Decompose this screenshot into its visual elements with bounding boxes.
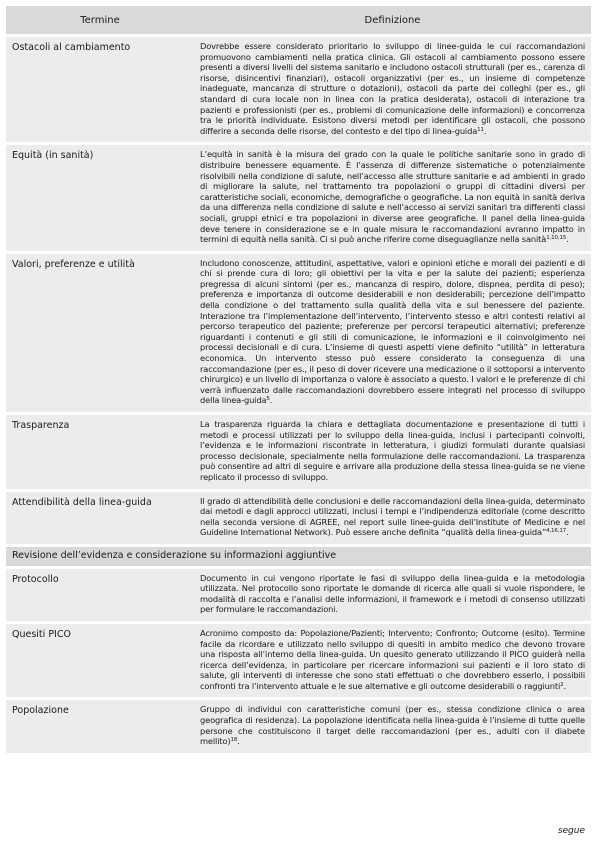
- header-definition: Definizione: [194, 6, 591, 36]
- definition-text: Gruppo di individui con caratteristiche comuni (per es., stessa condizione clinica o area geografica di residenza). La popolazione identificata nella linea-guida è l’insieme di tutte quelle persone che costituiscono il target delle raccomandazioni (per es., adulti con il diabete mellito): [200, 704, 585, 747]
- table-row: [6, 699, 591, 753]
- definition-cell: Includono conoscenze, attitudini, aspettative, valori e opinioni etiche e morali dei pazienti e di chi si prende cura di loro; gli obiettivi per la vita e per la salute dei pazienti; esperienza pregressa di alcuni sintomi (per es., mancanza di respiro, dolore, dispnea, perdita di peso); preferenza e importanza di outcome desiderabili e non desiderabili; percezione dell’impatto della condizione o del trattamento sulla qualità della vita e sul benessere del paziente. Interazione tra l’implementazione dell’intervento, l’intervento stesso e altri contesti relativi al percorso terapeutico del paziente; preferenze per percorsi terapeutici alternativi; preferenze riguardanti i contenuti e gli stili di comunicazione, le informazioni e il coinvolgimento nei processi decisionali e di cura. L’insieme di questi aspetti viene definito “utilità” in letteratura economica. Un intervento stesso può essere considerato la conseguenza di una raccomandazione (per es., il peso di dover ricevere una medicazione o il sottoporsi a intervento chirurgico) e un livello di importanza o valore è associato a questo. I valori e le preferenze di chi verrà influenzato dalle raccomandazioni dovrebbero essere integrati nel processo di sviluppo della linea-guida$^5$.: [194, 252, 591, 413]
- term-cell: Quesiti PICO: [6, 622, 194, 699]
- definition-cell: Il grado di attendibilità delle conclusioni e delle raccomandazioni della linea-guida, determinato dai metodi e dagli approcci utilizzati, inclusi i tempi e l’indipendenza editoriale (come descritto nella seconda versione di AGREE, nel report sulle linee-guida dell’Institute of Medicine e nel Guideline International Network). Può essere anche definita “qualità della linea-guida”$^{4,16,17}$.: [194, 490, 591, 545]
- definition-text: Documento in cui vengono riportate le fasi di sviluppo della linea-guida e la metodologia utilizzata. Nel protocollo sono riportate le domande di ricerca alle quali si vuole rispondere, le modalità di raccolta e l’analisi delle informazioni, il framework e i metodi di consenso utilizzati per formulare le raccomandazioni.: [200, 572, 585, 615]
- reference-superscript: 18: [230, 737, 238, 744]
- term-cell: Valori, preferenze e utilità: [6, 252, 194, 413]
- table-row: [6, 252, 591, 413]
- definition-text: Il grado di attendibilità delle conclusioni e delle raccomandazioni della linea-guida, determinato dai metodi e dagli approcci utilizzati, inclusi i tempi e l’indipendenza editoriale (come descritto nella seconda versione di AGREE, nel report sulle linee-guida dell’Institute of Medicine e nel Guideline International Network). Può essere anche definita “qualità della linea-guida”: [200, 495, 585, 538]
- reference-superscript: 5: [266, 396, 270, 403]
- term-cell: Equità (in sanità): [6, 144, 194, 252]
- definition-cell: L’equità in sanità è la misura del grado con la quale le politiche sanitarie sono in grado di distribuire benessere equamente. È l’assenza di differenze sistematiche o potenzialmente risolvibili nella condizione di salute, nell’accesso alle strutture sanitarie e ad ambienti in grado di migliorare la salute, nel trattamento tra popolazioni o gruppi di cittadini diversi per caratteristiche sociali, economiche, demografiche o geografiche. La non equità in sanità deriva da una differenza nella condizione di salute e nell’accesso ai servizi sanitari tra differenti classi sociali, gruppi etnici e tra popolazioni in diverse aree geografiche. Il panel della linea-guida deve tenere in considerazione se e in quale misura le raccomandazioni avranno impatto in termini di equità nella sanità. Ci si può anche riferire come diseguaglianze nella sanità$^{1,10,15}$.: [194, 144, 591, 252]
- definition-cell: [194, 414, 591, 491]
- term-cell: Attendibilità della linea-guida: [6, 490, 194, 545]
- reference-superscript: 4,16,17: [546, 528, 567, 535]
- table-row: [6, 36, 591, 144]
- definition-cell: Dovrebbe essere considerato prioritario lo sviluppo di linee-guida le cui raccomandazioni promuovono cambiamenti nella pratica clinica. Gli ostacoli al cambiamento possono essere presenti a diversi livelli del sistema sanitario e includono ostacoli strutturali (per es., carenza di risorse, disincentivi finanziari), ostacoli organizzativi (per es., un insieme di competenze inadeguate, mancanza di strutture o dotazioni), ostacoli da parte dei colleghi (per es., gli standard di cura locale non in linea con la pratica desiderata), ostacoli di interazione tra pazienti e professionisti (per es., problemi di comunicazione delle informazioni) e concorrenza tra le priorità individuate. Esistono diversi metodi per identificare gli ostacoli, che possono differire a seconda delle risorse, del contesto e del tipo di linea-guida$^{11}$.: [194, 36, 591, 144]
- table-row: [6, 144, 591, 252]
- definition-text: Dovrebbe essere considerato prioritario lo sviluppo di linee-guida le cui raccomandazioni promuovono cambiamenti nella pratica clinica. Gli ostacoli al cambiamento possono essere presenti a diversi livelli del sistema sanitario e includono ostacoli strutturali (per es., carenza di risorse, disincentivi finanziari), ostacoli organizzativi (per es., un insieme di competenze inadeguate, mancanza di strutture o dotazioni), ostacoli da parte dei colleghi (per es., gli standard di cura locale non in linea con la pratica desiderata), ostacoli di interazione tra pazienti e professionisti (per es., problemi di comunicazione delle informazioni) e concorrenza tra le priorità individuate. Esistono diversi metodi per identificare gli ostacoli, che possono differire a seconda delle risorse, del contesto e del tipo di linea-guida: [200, 41, 585, 136]
- table-row: [6, 414, 591, 491]
- term-cell: Protocollo: [6, 567, 194, 622]
- reference-superscript: 2: [560, 681, 564, 688]
- definition-cell: Acronimo composto da: Popolazione/Pazienti; Intervento; Confronto; Outcome (esito). Termine facile da ricordare e utilizzato nello sviluppo di quesiti in ambito medico che devono trovare una risposta all’interno della linea-guida. Un quesito generato utilizzando il PICO guiderà nella ricerca dell’evidenza, in particolare per ricercare informazioni sui pazienti e il loro stato di salute, gli interventi di interesse che sono stati effettuati o che dovrebbero esserlo, i possibili confronti tra l’intervento attuale e le sue alternative e gli outcome desiderabili o raggiunti$^2$.: [194, 622, 591, 699]
- reference-superscript: 11: [477, 126, 484, 133]
- term-cell: Trasparenza: [6, 414, 194, 491]
- table-header-row: [6, 6, 591, 36]
- glossary-table: [6, 6, 591, 753]
- definition-text: Acronimo composto da: Popolazione/Pazienti; Intervento; Confronto; Outcome (esito). Termine facile da ricordare e utilizzato nello sviluppo di quesiti in ambito medico che devono trovare una risposta all’interno della linea-guida. Un quesito generato utilizzando il PICO guiderà nella ricerca dell’evidenza, in particolare per ricercare informazioni sui pazienti e il loro stato di salute, gli interventi di interesse che sono stati effettuati o che dovrebbero esserlo, i possibili confronti tra l’intervento attuale e le sue alternative e gli outcome desiderabili o raggiunti: [200, 627, 585, 691]
- table-row: [6, 567, 591, 622]
- definition-text: L’equità in sanità è la misura del grado con la quale le politiche sanitarie sono in grado di distribuire benessere equamente. È l’assenza di differenze sistematiche o potenzialmente risolvibili nella condizione di salute, nell’accesso alle strutture sanitarie e ad ambienti in grado di migliorare la salute, nel trattamento tra popolazioni o gruppi di cittadini diversi per caratteristiche sociali, economiche, demografiche o geografiche. La non equità in sanità deriva da una differenza nella condizione di salute e nell’accesso ai servizi sanitari tra differenti classi sociali, gruppi etnici e tra popolazioni in diverse aree geografiche. Il panel della linea-guida deve tenere in considerazione se e in quale misura le raccomandazioni avranno impatto in termini di equità nella sanità. Ci si può anche riferire come diseguaglianze nella sanità: [200, 149, 585, 245]
- continuation-label: segue: [557, 826, 585, 836]
- section-header-row: [6, 545, 591, 567]
- definition-text: La trasparenza riguarda la chiara e dettagliata documentazione e presentazione di tutti i metodi e processi utilizzati per lo sviluppo della linea-guida, inclusi i partecipanti coinvolti, l’evidenza e le informazioni riscontrate in letteratura, i giudizi formulati durante qualsiasi processo decisionale, specialmente nella formulazione delle raccomandazioni. La trasparenza può consentire ad altri di seguire e arrivare alla produzione della stessa linea-guida se ne viene replicato il processo di sviluppo.: [200, 419, 585, 482]
- reference-superscript: 1,10,15: [546, 235, 567, 242]
- definition-cell: [194, 567, 591, 622]
- table-row: [6, 490, 591, 545]
- term-cell: Popolazione: [6, 699, 194, 753]
- term-cell: Ostacoli al cambiamento: [6, 36, 194, 144]
- definition-text: Includono conoscenze, attitudini, aspettative, valori e opinioni etiche e morali dei pazienti e di chi si prende cura di loro; gli obiettivi per la vita e per la salute dei pazienti; esperienza pregressa di alcuni sintomi (per es., mancanza di respiro, dolore, dispnea, perdita di peso); preferenza e importanza di outcome desiderabili e non desiderabili; percezione dell’impatto della condizione o del trattamento sulla qualità della vita e sul benessere del paziente. Interazione tra l’implementazione dell’intervento, l’intervento stesso e altri contesti relativi al percorso terapeutico del paziente; preferenze per percorsi terapeutici alternativi; preferenze riguardanti i contenuti e gli stili di comunicazione, le informazioni e il coinvolgimento nei processi decisionali e di cura. L’insieme di questi aspetti viene definito “utilità” in letteratura economica. Un intervento stesso può essere considerato la conseguenza di una raccomandazione (per es., il peso di dover ricevere una medicazione o il sottoporsi a intervento chirurgico) e un livello di importanza o valore è associato a questo. I valori e le preferenze di chi verrà influenzato dalle raccomandazioni dovrebbero essere integrati nel processo di sviluppo della linea-guida: [200, 257, 585, 406]
- header-term: Termine: [6, 6, 194, 36]
- definition-cell: Gruppo di individui con caratteristiche comuni (per es., stessa condizione clinica o area geografica di residenza). La popolazione identificata nella linea-guida è l’insieme di tutte quelle persone che costituiscono il target delle raccomandazioni (per es., adulti con il diabete mellito)$^{18}$.: [194, 699, 591, 753]
- section-title: Revisione dell’evidenza e considerazione su informazioni aggiuntive: [6, 545, 591, 567]
- table-row: [6, 622, 591, 699]
